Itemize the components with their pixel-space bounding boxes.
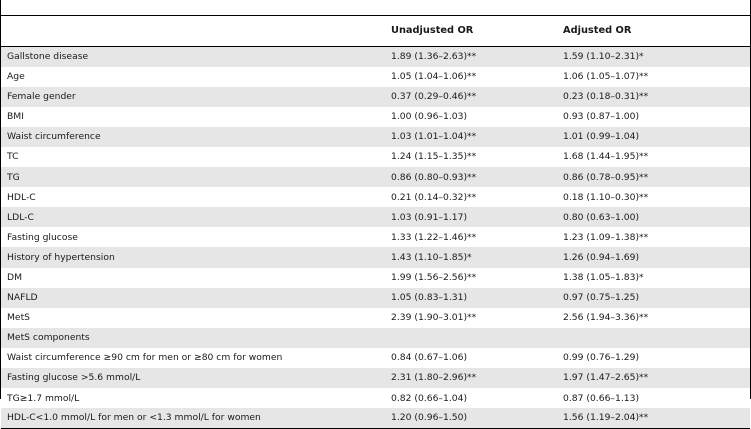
unadjusted-or-cell: 1.43 (1.10–1.85)* [391,251,472,263]
row-label-cell: Waist circumference ≥90 cm for men or ≥80 cm for women [7,352,283,364]
adjusted-or-cell: 0.93 (0.87–1.00) [563,111,640,123]
unadjusted-or-cell: 0.86 (0.80–0.93)** [391,171,477,183]
row-label-cell: TG [7,171,20,183]
table-row [1,187,750,207]
table-body [1,47,750,429]
unadjusted-or-cell: 1.99 (1.56–2.56)** [391,271,477,283]
adjusted-or-cell: 2.56 (1.94–3.36)** [563,312,649,324]
unadjusted-or-cell: 1.03 (1.01–1.04)** [391,131,477,143]
row-label-cell: NAFLD [7,292,38,304]
table-row [1,388,750,408]
row-label-cell: Waist circumference [7,131,101,143]
unadjusted-or-cell: 0.21 (0.14–0.32)** [391,191,477,203]
unadjusted-or-cell: 1.05 (0.83–1.31) [391,292,468,304]
unadjusted-or-cell: 2.39 (1.90–3.01)** [391,312,477,324]
adjusted-or-cell: 1.68 (1.44–1.95)** [563,151,649,163]
row-label-cell: BMI [7,111,24,123]
unadjusted-or-cell [387,328,559,348]
row-label-cell: MetS components [7,332,90,344]
adjusted-or-cell: 0.86 (0.78–0.95)** [563,171,649,183]
unadjusted-or-cell: 1.20 (0.96–1.50) [391,412,468,424]
top-spacer [1,0,750,15]
row-label-cell: Gallstone disease [7,51,89,63]
adjusted-or-cell: 1.97 (1.47–2.65)** [563,372,649,384]
unadjusted-or-cell: 1.89 (1.36–2.63)** [391,51,477,63]
table-row [1,268,750,288]
adjusted-or-cell: 0.23 (0.18–0.31)** [563,91,649,103]
adjusted-or-cell: 1.56 (1.19–2.04)** [563,412,649,424]
table-row [1,207,750,227]
unadjusted-or-cell: 0.84 (0.67–1.06) [391,352,468,364]
adjusted-or-cell: 0.87 (0.66–1.13) [563,392,640,404]
adjusted-or-cell: 1.38 (1.05–1.83)* [563,271,644,283]
row-label-cell: Fasting glucose [7,231,78,243]
adjusted-or-cell: 1.26 (0.94–1.69) [563,251,640,263]
table-row [1,247,750,267]
row-label-cell: MetS [7,312,31,324]
unadjusted-or-cell: 1.24 (1.15–1.35)** [391,151,477,163]
table-row [1,127,750,147]
table-row [1,147,750,167]
row-label-cell: TC [7,151,19,163]
unadjusted-or-cell: 2.31 (1.80–2.96)** [391,372,477,384]
unadjusted-or-cell: 1.00 (0.96–1.03) [391,111,468,123]
adjusted-or-cell: 1.59 (1.10–2.31)* [563,51,644,63]
table-row [1,227,750,247]
row-label-cell: DM [7,271,23,283]
unadjusted-or-cell: 1.05 (1.04–1.06)** [391,71,477,83]
table-row [1,288,750,308]
unadjusted-or-cell: 0.37 (0.29–0.46)** [391,91,477,103]
header-row [1,16,750,47]
table-row [1,408,750,428]
row-label-cell: Female gender [7,91,76,103]
adjusted-or-cell: 0.97 (0.75–1.25) [563,292,640,304]
row-label-cell: LDL-C [7,211,34,223]
odds-ratio-table [1,15,750,429]
row-label-cell: HDL-C<1.0 mmol/L for men or <1.3 mmol/L for women [7,412,261,424]
row-label-cell: TG≥1.7 mmol/L [7,392,80,404]
header-adjusted-or: Adjusted OR [559,16,750,47]
unadjusted-or-cell: 1.33 (1.22–1.46)** [391,231,477,243]
table-row [1,167,750,187]
adjusted-or-cell: 1.06 (1.05–1.07)** [563,71,649,83]
adjusted-or-cell: 0.99 (0.76–1.29) [563,352,640,364]
adjusted-or-cell: 0.18 (1.10–0.30)** [563,191,649,203]
table-row [1,368,750,388]
table-row [1,87,750,107]
table-row [1,348,750,368]
adjusted-or-cell [559,328,750,348]
adjusted-or-cell: 1.23 (1.09–1.38)** [563,231,649,243]
adjusted-or-cell: 1.01 (0.99–1.04) [563,131,640,143]
header-variable [1,16,387,47]
unadjusted-or-cell: 0.82 (0.66–1.04) [391,392,468,404]
unadjusted-or-cell: 1.03 (0.91–1.17) [391,211,468,223]
row-label-cell: Fasting glucose >5.6 mmol/L [7,372,141,384]
table-header [1,16,750,47]
row-label-cell: Age [7,71,25,83]
table-row [1,47,750,67]
table-row [1,107,750,127]
table-row [1,308,750,328]
table-row [1,67,750,87]
header-unadjusted-or: Unadjusted OR [387,16,559,47]
row-label-cell: HDL-C [7,191,36,203]
row-label-cell: History of hypertension [7,251,115,263]
table-row [1,328,750,348]
adjusted-or-cell: 0.80 (0.63–1.00) [563,211,640,223]
